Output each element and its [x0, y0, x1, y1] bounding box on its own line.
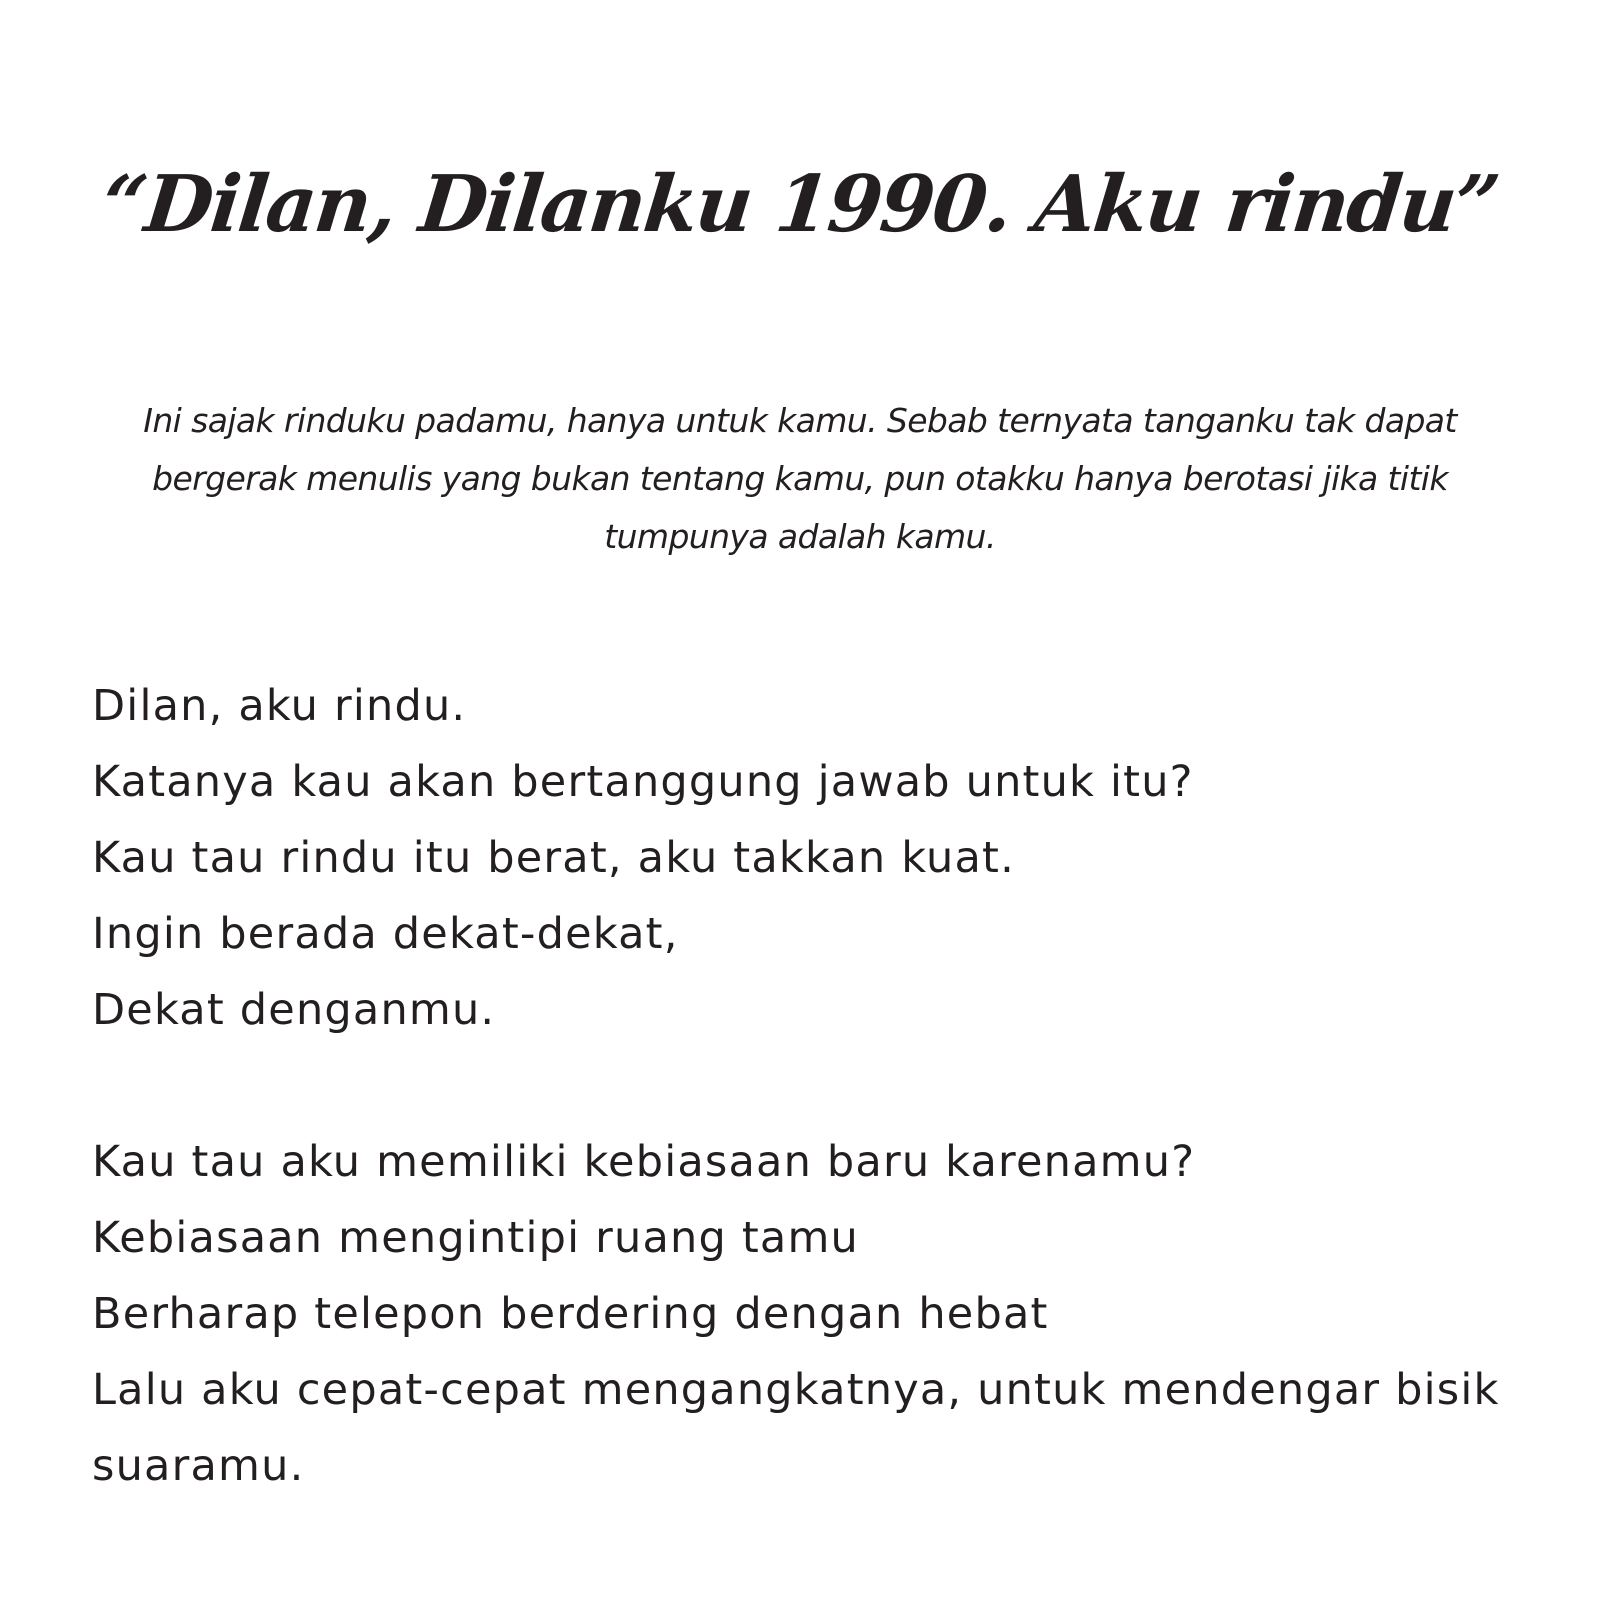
poem-line: Dekat denganmu. — [92, 985, 496, 1035]
poem-line: Kau tau rindu itu berat, aku takkan kuat. — [92, 833, 1015, 883]
poem-line: Kebiasaan mengintipi ruang tamu — [92, 1213, 859, 1263]
intro-line: tumpunya adalah kamu. — [604, 517, 996, 556]
poem-line: Ingin berada dekat-dekat, — [92, 909, 679, 959]
verse-2 — [92, 1124, 1532, 1504]
poem-line: Kau tau aku memiliki kebiasaan baru karenamu? — [92, 1137, 1196, 1187]
intro-line: bergerak menulis yang bukan tentang kamu, pun otakku hanya berotasi jika titik — [152, 459, 1448, 498]
poem-line: suaramu. — [92, 1441, 305, 1491]
poem-line: Berharap telepon berdering dengan hebat — [92, 1289, 1049, 1339]
poem-body — [92, 668, 1532, 1504]
poem-line: Dilan, aku rindu. — [92, 681, 467, 731]
page-title: “Dilan, Dilanku 1990. Aku rindu” — [97, 159, 1503, 250]
intro-line: Ini sajak rinduku padamu, hanya untuk kamu. Sebab ternyata tanganku tak dapat — [143, 401, 1457, 440]
poem-line: Lalu aku cepat-cepat mengangkatnya, untuk mendengar bisik — [92, 1365, 1500, 1415]
poem-line: Katanya kau akan bertanggung jawab untuk itu? — [92, 757, 1194, 807]
verse-1 — [92, 668, 1532, 1048]
intro-paragraph — [120, 392, 1480, 566]
